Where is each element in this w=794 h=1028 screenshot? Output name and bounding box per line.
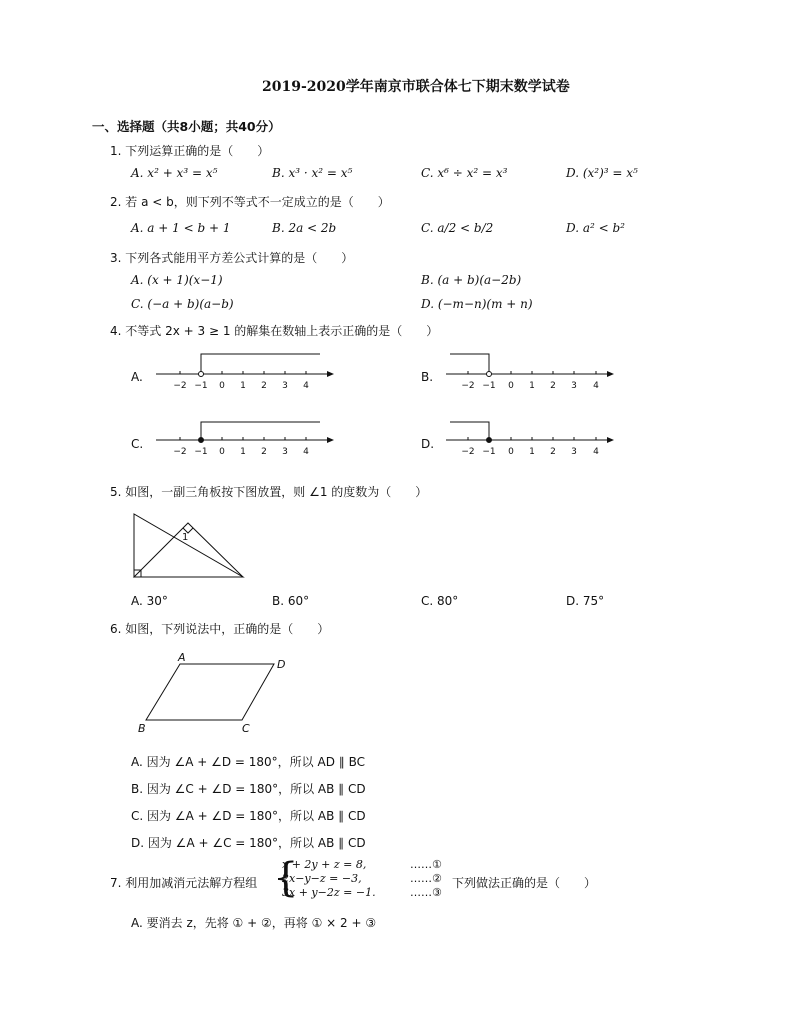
- tick-label: 2: [261, 447, 267, 457]
- q4-stem: 4. 不等式 2x + 3 ≥ 1 的解集在数轴上表示正确的是（ ）: [110, 324, 439, 338]
- q2-stem: 2. 若 a < b，则下列不等式不一定成立的是（ ）: [110, 195, 390, 209]
- number-line-c: [150, 414, 340, 462]
- tick-label: 4: [303, 381, 309, 391]
- q5-option-c: C. 80°: [421, 594, 459, 608]
- q6-option-b: B. 因为 ∠C + ∠D = 180°，所以 AB ∥ CD: [131, 782, 366, 796]
- q7-stem-prefix: 7. 利用加减消元法解方程组: [110, 876, 258, 890]
- q7-mark-3: ……③: [410, 886, 442, 899]
- tick-label: 4: [593, 447, 599, 457]
- tick-label: 0: [219, 447, 225, 457]
- section-heading: 一、选择题（共8小题；共40分）: [92, 119, 281, 134]
- tick-label: 1: [240, 447, 246, 457]
- q2-option-b: B. 2a < 2b: [272, 221, 337, 235]
- q3-option-b: B. (a + b)(a−2b): [421, 273, 522, 287]
- q3-option-d: D. (−m−n)(m + n): [421, 297, 533, 311]
- q1-stem: 1. 下列运算正确的是（ ）: [110, 144, 270, 158]
- q5-option-b: B. 60°: [272, 594, 310, 608]
- q4-option-d-label: D.: [421, 437, 435, 451]
- tick-label: 3: [571, 381, 577, 391]
- q5-stem: 5. 如图，一副三角板按下图放置，则 ∠1 的度数为（ ）: [110, 485, 428, 499]
- q6-stem: 6. 如图，下列说法中，正确的是（ ）: [110, 622, 330, 636]
- q3-stem: 3. 下列各式能用平方差公式计算的是（ ）: [110, 251, 354, 265]
- q2-option-d: D. a² < b²: [566, 221, 625, 235]
- angle-1-label: 1: [182, 532, 189, 543]
- tick-label: −2: [173, 381, 187, 391]
- tick-label: 3: [282, 447, 288, 457]
- vertex-a-label: A: [178, 651, 186, 664]
- tick-label: 0: [219, 381, 225, 391]
- q1-option-a: A. x² + x³ = x⁵: [131, 166, 218, 180]
- tick-label: −1: [482, 447, 496, 457]
- tick-label: 0: [508, 447, 514, 457]
- q4-option-b-label: B.: [421, 370, 434, 384]
- q4-option-c-label: C.: [131, 437, 144, 451]
- tick-label: 2: [550, 447, 556, 457]
- tick-label: 2: [550, 381, 556, 391]
- tick-label: −1: [482, 381, 496, 391]
- q5-option-d: D. 75°: [566, 594, 605, 608]
- q7-option-a: A. 要消去 z，先将 ① + ②，再将 ① × 2 + ③: [131, 916, 377, 930]
- q6-option-a: A. 因为 ∠A + ∠D = 180°，所以 AD ∥ BC: [131, 755, 365, 769]
- tick-label: −2: [461, 381, 475, 391]
- q1-option-c: C. x⁶ ÷ x² = x³: [421, 166, 508, 180]
- tick-label: −1: [194, 447, 208, 457]
- tick-label: −2: [461, 447, 475, 457]
- tick-label: 2: [261, 381, 267, 391]
- tick-label: 0: [508, 381, 514, 391]
- q7-stem-suffix: 下列做法正确的是（ ）: [452, 876, 597, 890]
- q7-equation-2: 2x−y−z = −3,: [282, 872, 362, 885]
- tick-label: 1: [240, 381, 246, 391]
- q6-option-c: C. 因为 ∠A + ∠D = 180°，所以 AB ∥ CD: [131, 809, 366, 823]
- tick-label: 3: [282, 381, 288, 391]
- q1-option-d: D. (x²)³ = x⁵: [566, 166, 638, 180]
- q1-option-b: B. x³ · x² = x⁵: [272, 166, 353, 180]
- parallelogram-figure: [134, 650, 294, 740]
- q5-option-a: A. 30°: [131, 594, 168, 608]
- number-line-a: [150, 348, 340, 396]
- q7-equation-1: x + 2y + z = 8,: [282, 858, 367, 871]
- tick-label: 4: [593, 381, 599, 391]
- q7-equation-3: 3x + y−2z = −1.: [282, 886, 376, 899]
- tick-label: 3: [571, 447, 577, 457]
- q2-option-c: C. a/2 < b/2: [421, 221, 494, 235]
- q6-option-d: D. 因为 ∠A + ∠C = 180°，所以 AB ∥ CD: [131, 836, 366, 850]
- q7-mark-2: ……②: [410, 872, 442, 885]
- number-line-b: [440, 348, 630, 396]
- triangle-set-figure: [128, 508, 252, 584]
- q4-option-a-label: A.: [131, 370, 143, 384]
- number-line-d: [440, 414, 630, 462]
- tick-label: −2: [173, 447, 187, 457]
- q7-mark-1: ……①: [410, 858, 442, 871]
- vertex-d-label: D: [277, 658, 286, 671]
- tick-label: 1: [529, 447, 535, 457]
- vertex-b-label: B: [138, 722, 146, 735]
- q3-option-a: A. (x + 1)(x−1): [131, 273, 223, 287]
- page-title: 2019-2020学年南京市联合体七下期末数学试卷: [262, 79, 570, 95]
- tick-label: 1: [529, 381, 535, 391]
- vertex-c-label: C: [242, 722, 250, 735]
- q2-option-a: A. a + 1 < b + 1: [131, 221, 231, 235]
- tick-label: 4: [303, 447, 309, 457]
- q3-option-c: C. (−a + b)(a−b): [131, 297, 234, 311]
- tick-label: −1: [194, 381, 208, 391]
- brace-icon: {: [273, 855, 299, 901]
